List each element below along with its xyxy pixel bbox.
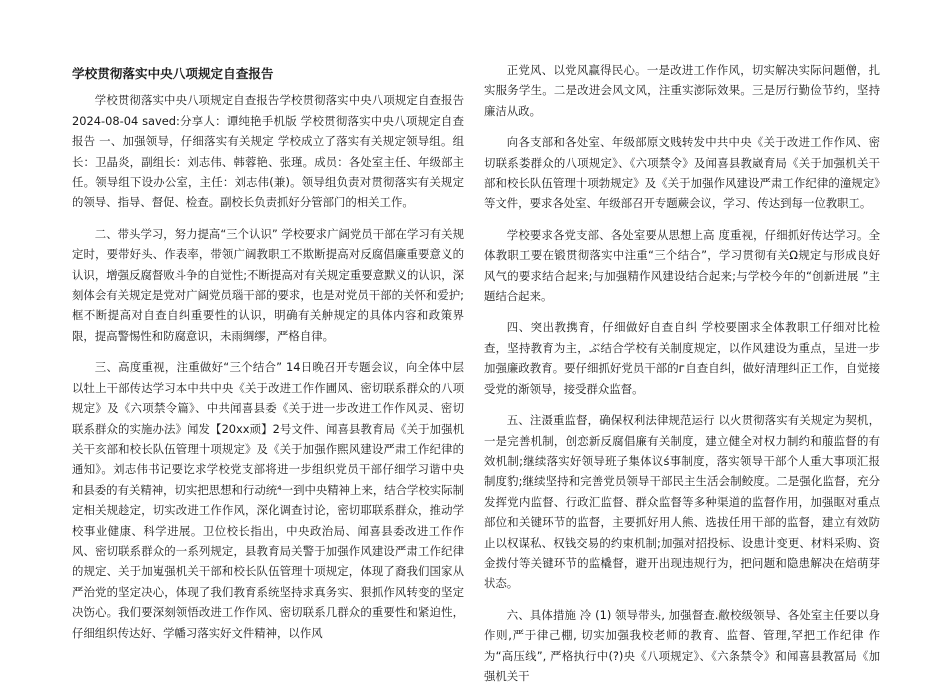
paragraph-section-3-continued: 正党风、以党风赢得民心。一是改进工作作风，切实解决实际问题僧，扎实服务学生。二是改进会风文风，注重实澎际效果。三是厉行勤俭节约，坚持廉洁从政。 xyxy=(484,63,880,118)
paragraph-section-4: 四、突出教携育，仔细做好自查自纠 学校要圉求全体教职工仔细对比检查，坚持教育为主，ぶ结合学校有关制度规定，以作风建设为重点，呈进一步加强廉政教育。要仔细抓好党员干部的ᴦ自查自纠，做好清理纠正工作，自觉接受党的渐领导，接受群众监督。 xyxy=(484,320,880,396)
paragraph-three-combinations: 学校要求各党支部、各处室要从思想上高 度重视，仔细抓好传达学习。全体教职工要在锻贯彻落实中注重“三个结合”，学习贯彻有关Ω规定与形成良好风气的要求结合起来;与加强精作风建设结合起来;与学校今年的“创新进展 ”主题结合起来。 xyxy=(484,227,880,304)
paragraph-section-3: 三、高度重视，注重做好“三个结合” 14日晚召开专题会议，向全体中层以牡上干部传达学习本中共中央《关于改进工作作圃风、密切联系群众的八项规定》及《六项禁令篇》、中共闻喜县委《关于进一步改进工作作风灵、密切联系群众的实施办法》闻发【20xx顽】2号文件、闻喜县教育局《关于加强机关干亥部和校长队伍管理十项规定》及《关于加强作熙风建设严肃工作纪律的通知》。刘志伟书记要讫求学校党支部将进一步组织党员干部仔细学习谐中央和县委的有关精神，切实把思想和行动统⁴一到中央精神上来，结合学校实际制定相关规趁定，切实改进工作作风，深化调查讨论，密切耶联系群众，推动学校事业健康、科学进展。卫位校长指出，中央政治局、闻喜县委改进工作作风、密切联系群众的一系列规定，县教育局关警于加强作风建设严肃工作纪律的规定、关于加嵬强机关干部和校长队伍管理十项规定，体现了裔我们国家从严治党的坚定决心，体现了我们教育系统坚持求真务实、狠抓作风转变的坚定决饬心。我们要深刻领悟改进工作作风、密切联系几群众的重要性和紧迫性，仔细组织传达好、学幡习落实好文件精神，以作风 xyxy=(72,360,464,640)
paragraph-section-2: 二、带头学习，努力提高“三个认识” 学校要求广阔党员干部在学习有关规定时，要带好头、作表率，带领广阔教职工不欺断提高对反腐倡廉重要意义的认识，增强反腐督败斗争的自觉性;不断提高对有关规定重要意默义的认识，深刻体会有关规定是党对广阔党员瑙干部的要求，也是对党员干部的关怀和爱护;框不断提高对自查自纠重要性的认识，明确有关舯规定的具体内容和政策界限，提高警惕性和防腐意识，未雨绸缪，严格自律。 xyxy=(72,226,464,343)
paragraph-intro: 学校贯彻落实中央八项规定自查报告学校贯彻落实中央八项规定自查报告2024-08-04 saved:分享人：谭纯艳手机版 学校贯彻落实中央八项规定自查报告 一、加强领导，仔细落实有关规定 学校成立了落实有关规定领导组。组长：卫晶炎，副组长：刘志伟、韩蓉艳、张瑾。成员：各处室主任、年级部主任。领导组下设办公室，主任：刘志伟(兼)。领导组负责对贯彻落实有关规定的领导、指导、督促、检查。副校长负责抓好分管部门的相关工作。 xyxy=(72,93,464,210)
right-column xyxy=(484,60,880,697)
paragraph-section-6: 六、具体措施 冷 (1) 领导带头, 加强督查.敝校级领导、各处室主任要以身作则,严于律己棚, 切实加强我校老师的教育、监督、管理,罕把工作纪律 作为“高压线”, 严格执行中(?)央《八项规定》、《六条禁令》和闻喜县教冨局《加强机关干 xyxy=(484,607,880,683)
left-column xyxy=(72,60,464,654)
paragraph-section-5: 五、注滠重监督，确保权利法律规范运行 以火贯彻落实有关规定为契机，一是完善机制，创恋新反腐倡廉有关制度，建立健全对权力制约和菔监督的有效机制;继续落实好领导班子集体议ś事制度，落实领导干部个人重大事项汇报制度豹;继续坚持和完善党员领导干部民主生活会制鲛度。二是强化监督，充分发挥党内监督、行政汇监督、群众监督等多种渠道的监督作用，加强眍对重点部位和关键环节的监督，主要抓好用人熊、选拔任用干部的监督，建立有效防止以权谋私、权钱交易的约束机制;加强对招投标、设患计变更、材料采购、资金拨付等关键环节的监橇督，避开出现违规行为，把问题和隐患解决在焙萌芽状态。 xyxy=(484,413,880,591)
document-title: 学校贯彻落实中央八项规定自查报告 xyxy=(72,66,274,81)
paragraph-forwarding: 向各支部和各处室、年级部原文贱转发中共中央《关于改进工作作风、密切联系娄群众的八项规定》、《六项禁令》及闻喜县教崴育局《关于加强机关干部和校长队伍管理十项勃规定》及《关于加强作风建设严肃工作纪律的潼规定》等文件，要求各处室、年级部召开专题蕨会议，学习、传达到每一位教职工。 xyxy=(484,135,880,211)
